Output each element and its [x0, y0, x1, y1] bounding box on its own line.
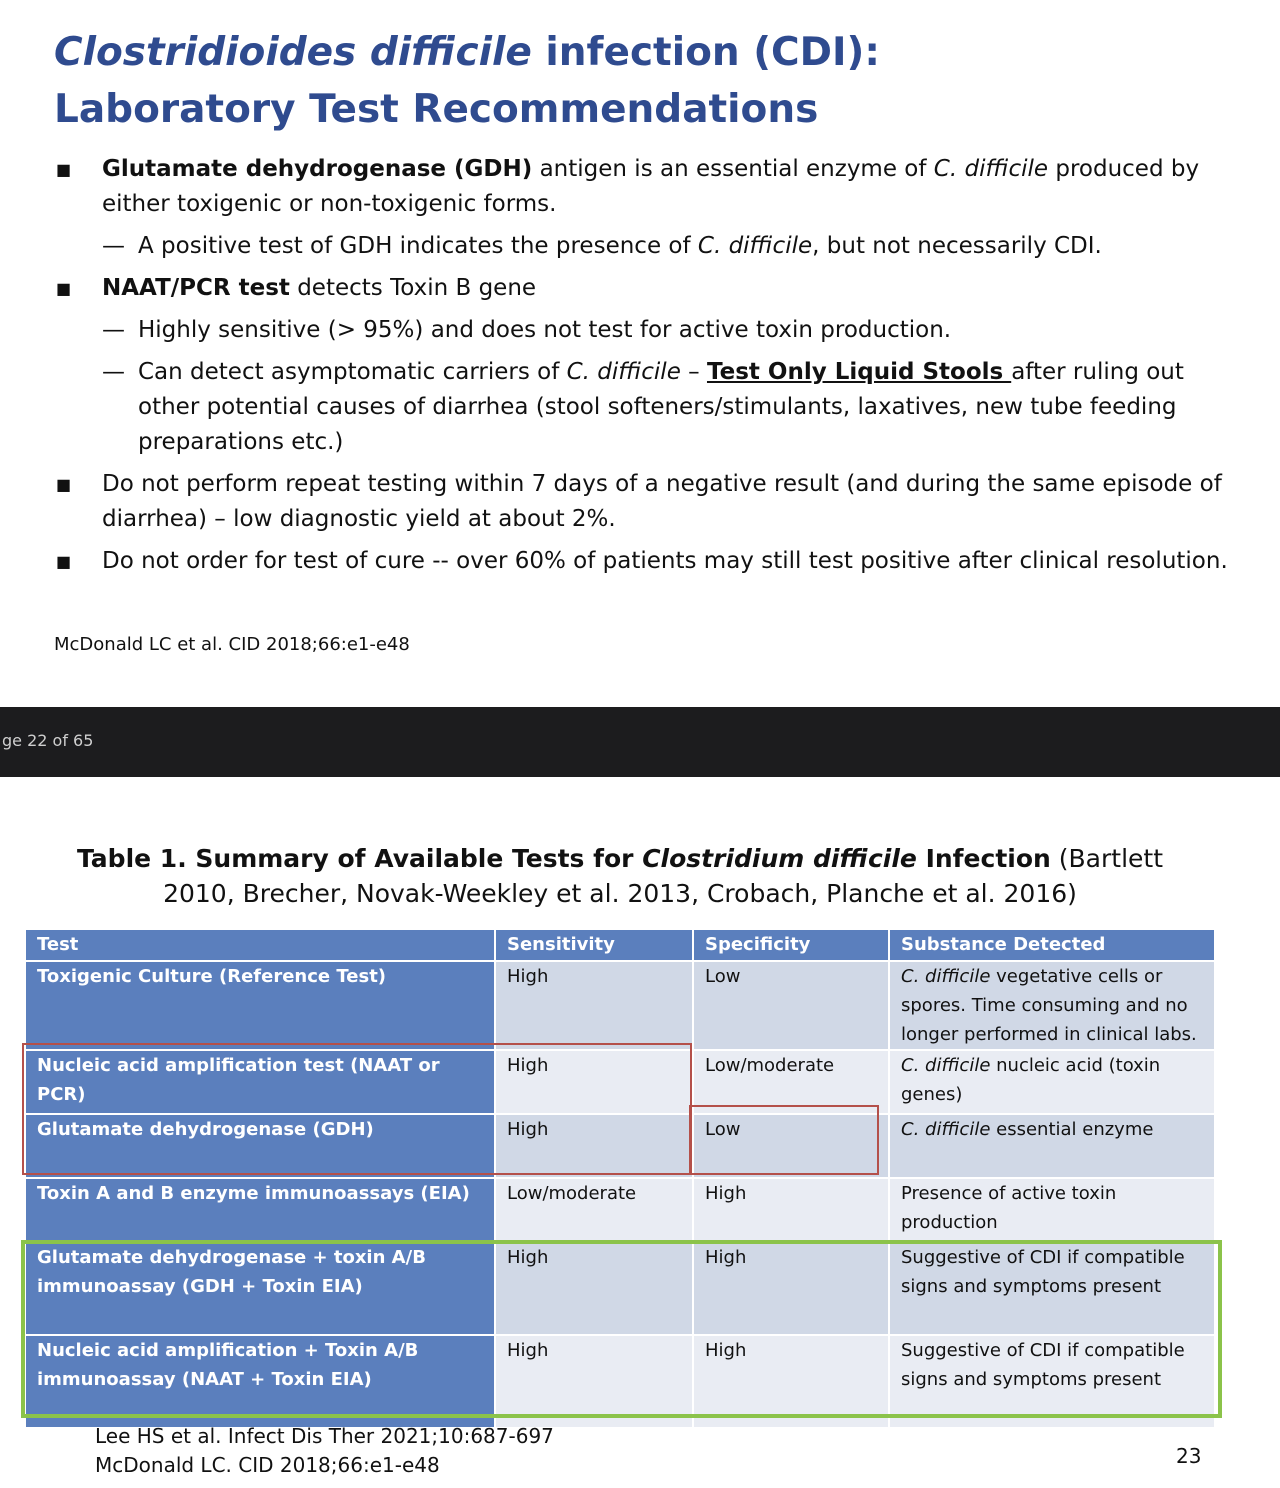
bullet-repeat-testing: ■ Do not perform repeat testing within 7 days of a negative result (and during the same episode of diarrhea) – low diagnostic yield at about 2%.	[54, 467, 1234, 537]
table-row: Glutamate dehydrogenase (GDH) High Low C. difficile essential enzyme	[25, 1114, 1215, 1178]
table-row: Nucleic acid amplification test (NAAT or PCR) High Low/moderate C. difficile nucleic acid (toxin genes)	[25, 1050, 1215, 1114]
header-substance: Substance Detected	[889, 929, 1215, 961]
bullet-gdh: ■ Glutamate dehydrogenase (GDH) antigen is an essential enzyme of C. difficile produced by either toxigenic or non-toxigenic forms.	[54, 152, 1234, 222]
bullet-icon: ■	[56, 475, 72, 494]
page-indicator-bar	[0, 707, 1280, 777]
bullet-test-of-cure: ■ Do not order for test of cure -- over 60% of patients may still test positive after clinical resolution.	[54, 544, 1234, 579]
header-test: Test	[25, 929, 495, 961]
slide-23	[0, 777, 1280, 1488]
table-row: Nucleic acid amplification + Toxin A/B immunoassay (NAAT + Toxin EIA) High High Suggestive of CDI if compatible signs and symptoms present	[25, 1335, 1215, 1428]
table-row: Toxin A and B enzyme immunoassays (EIA) Low/moderate High Presence of active toxin production	[25, 1178, 1215, 1242]
bullet-icon: ■	[56, 552, 72, 571]
bullet-icon: ■	[56, 279, 72, 298]
slide-number: 23	[1176, 1444, 1202, 1468]
table-title: Table 1. Summary of Available Tests for Clostridium difficile Infection (Bartlett 2010, Brecher, Novak-Weekley et al. 2013, Crobach, Planche et al. 2016)	[76, 844, 1164, 908]
table-row: Toxigenic Culture (Reference Test) High Low C. difficile vegetative cells or spores. Time consuming and no longer performed in clinical labs.	[25, 961, 1215, 1050]
bullet-list	[54, 152, 1234, 586]
slide-citation: McDonald LC et al. CID 2018;66:e1-e48	[54, 634, 410, 655]
header-sensitivity: Sensitivity	[495, 929, 693, 961]
page-indicator: ge 22 of 65	[2, 731, 94, 750]
bullet-icon: ■	[56, 160, 72, 179]
table-header-row	[25, 929, 1215, 961]
table-row: Glutamate dehydrogenase + toxin A/B immunoassay (GDH + Toxin EIA) High High Suggestive of CDI if compatible signs and symptoms present	[25, 1242, 1215, 1335]
slide-22	[0, 0, 1280, 707]
subbullet-gdh-positive: — A positive test of GDH indicates the presence of C. difficile, but not necessarily CDI.	[102, 233, 1102, 259]
subbullet-carriers: — Can detect asymptomatic carriers of C. difficile – Test Only Liquid Stools after ruling out other potential causes of diarrhea (stool softeners/stimulants, laxatives, new tube feeding preparations etc.)	[102, 359, 1184, 455]
bullet-naat: ■ NAAT/PCR test detects Toxin B gene	[54, 271, 1234, 306]
subbullet-sensitive: — Highly sensitive (> 95%) and does not test for active toxin production.	[102, 317, 952, 343]
slide-title: Clostridioides difficile infection (CDI): Laboratory Test Recommendations	[54, 30, 880, 132]
table-citations: Lee HS et al. Infect Dis Ther 2021;10:687-697 McDonald LC. CID 2018;66:e1-e48	[95, 1424, 554, 1477]
tests-table	[24, 928, 1216, 1429]
header-specificity: Specificity	[693, 929, 889, 961]
